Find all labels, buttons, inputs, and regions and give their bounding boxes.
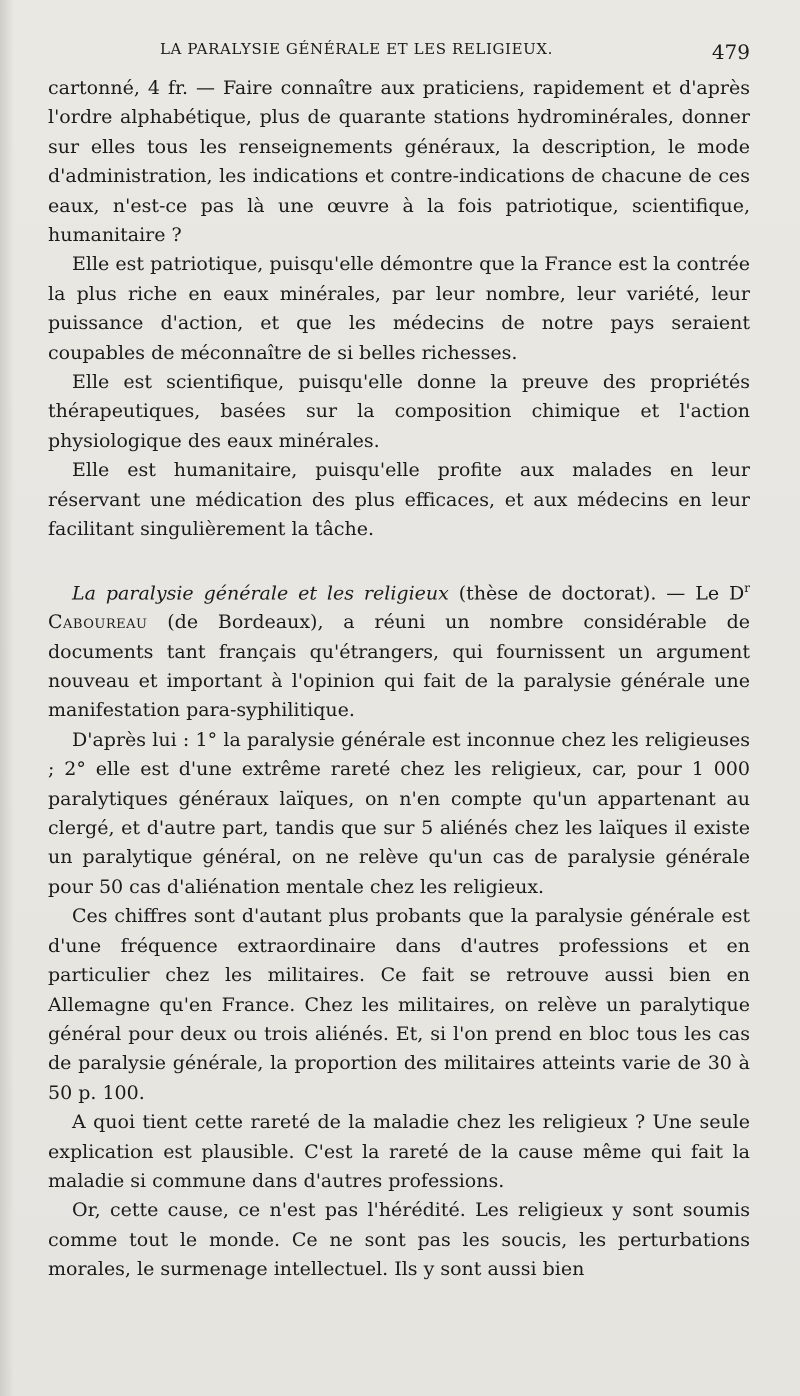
paragraph-rarity: A quoi tient cette rareté de la maladie chez les religieux ? Une seule explication est plausible. C'est la rareté de la cause même qui fait la maladie si commune dans d'autres professions.	[48, 1111, 750, 1192]
paragraph-patriotique: Elle est patriotique, puisqu'elle démontre que la France est la contrée la plus riche en eaux minérales, par leur nombre, leur variété, leur puissance d'action, et que les médecins de notre pays seraient coupables de méconnaître de si belles richesses.	[48, 253, 750, 364]
body-text	[48, 74, 750, 1285]
paragraph-statistics: D'après lui : 1° la paralysie générale est inconnue chez les religieuses ; 2° elle est d'une extrême rareté chez les religieux, car, pour 1 000 paralytiques généraux laïques, on n'en compte qu'un appartenant au clergé, et d'autre part, tandis que sur 5 aliénés chez les laïques il existe un paralytique général, on ne relève qu'un cas de paralysie générale pour 50 cas d'aliénation mentale chez les religieux.	[48, 728, 750, 898]
page-header	[48, 36, 750, 74]
dr-superscript: r	[744, 580, 750, 595]
article-title-after: (thèse de doctorat). — Le D	[448, 581, 745, 604]
running-head: LA PARALYSIE GÉNÉRALE ET LES RELIGIEUX.	[160, 40, 554, 58]
article-intro-paragraph	[48, 574, 750, 726]
paragraph-scientifique: Elle est scientifique, puisqu'elle donne la preuve des propriétés thérapeutiques, basées sur la composition chimique et l'action physiologique des eaux minérales.	[48, 371, 750, 452]
article-author: Caboureau	[48, 611, 148, 634]
article-title: La paralysie générale et les religieux	[72, 581, 449, 604]
paragraph-military: Ces chiffres sont d'autant plus probants que la paralysie générale est d'une fréquence extraordinaire dans d'autres professions et en particulier chez les militaires. Ce fait se retrouve aussi bien en Allemagne qu'en France. Chez les militaires, on relève un paralytique général pour deux ou trois aliénés. Et, si l'on prend en bloc tous les cas de paralysie générale, la proportion des militaires atteints varie de 30 à 50 p. 100.	[48, 905, 750, 1104]
paragraph-cause: Or, cette cause, ce n'est pas l'hérédité. Les religieux y sont soumis comme tout le monde. Ce ne sont pas les soucis, les perturbations morales, le surmenage intellectuel. Ils y sont aussi bien	[48, 1199, 750, 1281]
paragraph-humanitaire: Elle est humanitaire, puisqu'elle profite aux malades en leur réservant une médication des plus efficaces, et aux médecins en leur facilitant singulièrement la tâche.	[48, 459, 750, 541]
paragraph-continuation: cartonné, 4 fr. — Faire connaître aux praticiens, rapidement et d'après l'ordre alphabétique, plus de quarante stations hydrominérales, donner sur elles tous les renseignements généraux, la description, le mode d'administration, les indications et contre-indications de chacune de ces eaux, n'est-ce pas là une œuvre à la fois patriotique, scientifique, humanitaire ?	[48, 77, 750, 247]
article-intro-rest: (de Bordeaux), a réuni un nombre considérable de documents tant français qu'étrangers, qui fournissent un argument nouveau et important à l'opinion qui fait de la paralysie générale une manifestation para-syphilitique.	[48, 611, 750, 722]
page-number: 479	[711, 40, 750, 64]
